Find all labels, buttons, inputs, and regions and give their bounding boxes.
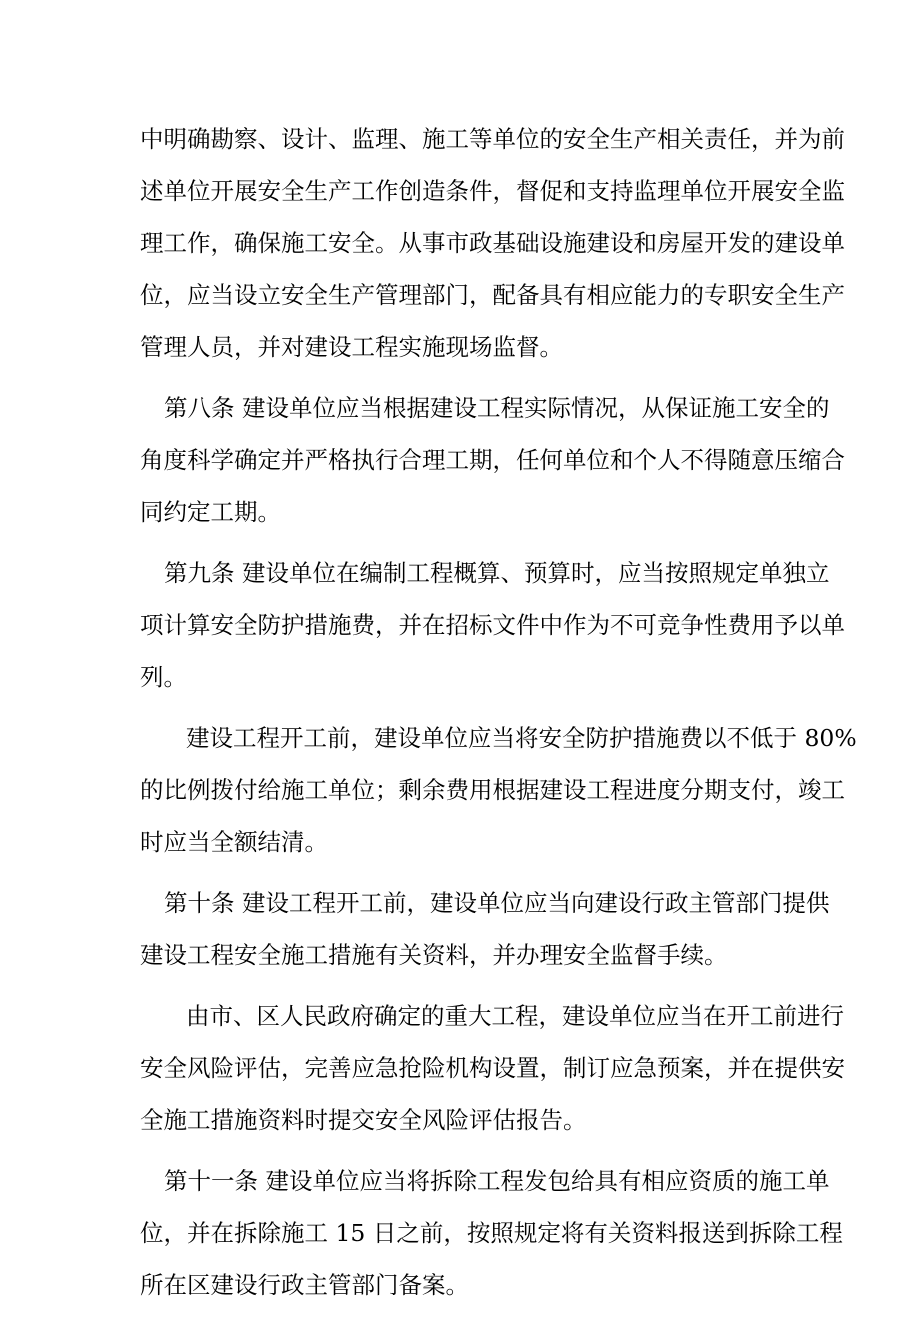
- text-line: 述单位开展安全生产工作创造条件，督促和支持监理单位开展安全监: [140, 177, 845, 205]
- paragraph-article-10-clause-2: [140, 990, 845, 1146]
- text-line: 列。: [140, 663, 187, 691]
- text-line: 第十条 建设工程开工前，建设单位应当向建设行政主管部门提供: [164, 889, 830, 917]
- text-line: 中明确勘察、设计、监理、施工等单位的安全生产相关责任，并为前: [140, 125, 845, 153]
- text-line: 建设工程安全施工措施有关资料，并办理安全监督手续。: [140, 941, 728, 969]
- text-line: 的比例拨付给施工单位；剩余费用根据建设工程进度分期支付，竣工: [140, 776, 845, 804]
- paragraph-article-11: [140, 1155, 843, 1311]
- text-line: 第八条 建设单位应当根据建设工程实际情况，从保证施工安全的: [164, 394, 830, 422]
- document-body: [140, 113, 857, 1320]
- text-line: 同约定工期。: [140, 498, 281, 526]
- text-line: 安全风险评估，完善应急抢险机构设置，制订应急预案，并在提供安: [140, 1054, 845, 1082]
- text-line: 管理人员，并对建设工程实施现场监督。: [140, 333, 563, 361]
- text-line: 位，应当设立安全生产管理部门，配备具有相应能力的专职安全生产: [140, 281, 845, 309]
- text-line: 建设工程开工前，建设单位应当将安全防护措施费以不低于 80%: [186, 724, 857, 752]
- text-line: 由市、区人民政府确定的重大工程，建设单位应当在开工前进行: [186, 1002, 844, 1030]
- paragraph-article-9-clause-2: [140, 712, 857, 868]
- text-line: 第十一条 建设单位应当将拆除工程发包给具有相应资质的施工单: [164, 1167, 830, 1195]
- text-line: 第九条 建设单位在编制工程概算、预算时，应当按照规定单独立: [164, 559, 830, 587]
- text-line: 所在区建设行政主管部门备案。: [140, 1271, 469, 1299]
- paragraph-article-9: [140, 547, 845, 703]
- text-line: 角度科学确定并严格执行合理工期，任何单位和个人不得随意压缩合: [140, 446, 845, 474]
- text-line: 理工作，确保施工安全。从事市政基础设施建设和房屋开发的建设单: [140, 229, 845, 257]
- paragraph-article-8: [140, 382, 845, 538]
- paragraph-continuation: [140, 113, 845, 373]
- paragraph-article-10: [140, 877, 830, 981]
- text-line: 时应当全额结清。: [140, 828, 328, 856]
- text-line: 项计算安全防护措施费，并在招标文件中作为不可竞争性费用予以单: [140, 611, 845, 639]
- text-line: 位，并在拆除施工 15 日之前，按照规定将有关资料报送到拆除工程: [140, 1219, 843, 1247]
- text-line: 全施工措施资料时提交安全风险评估报告。: [140, 1106, 587, 1134]
